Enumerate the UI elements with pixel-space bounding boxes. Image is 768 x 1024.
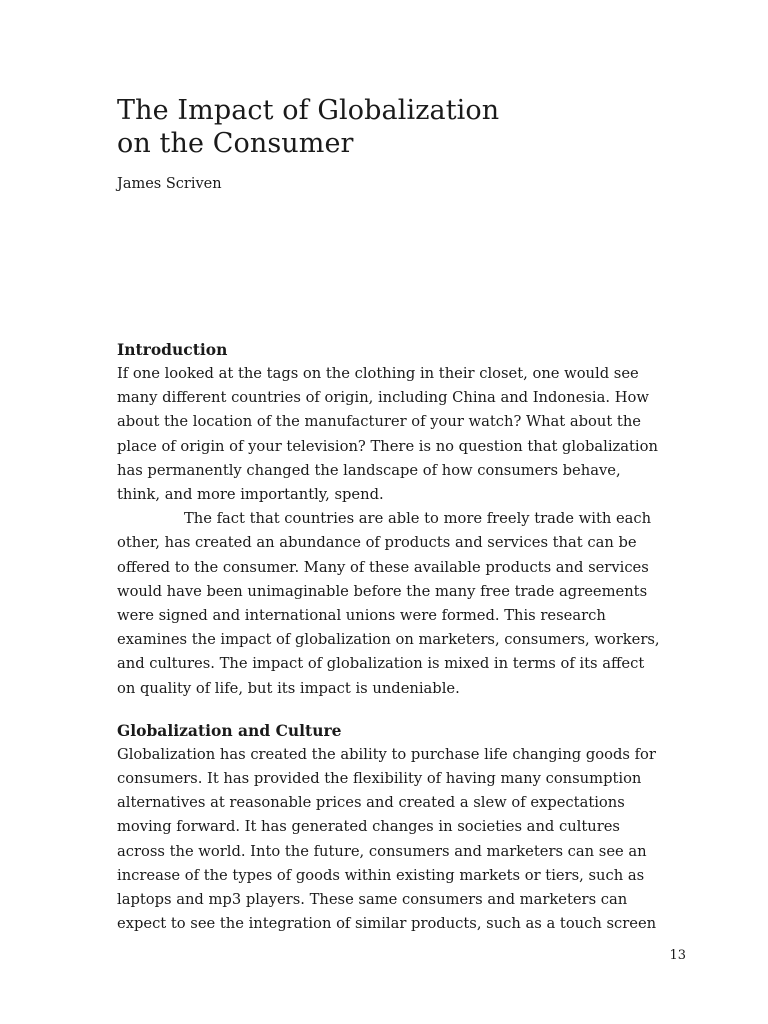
section-heading-globalization-culture: Globalization and Culture [117, 720, 342, 740]
text-line: and cultures. The impact of globalization is mixed in terms of its affect [117, 655, 645, 673]
text-line: The fact that countries are able to more freely trade with each [184, 510, 652, 528]
text-line: would have been unimaginable before the many free trade agreements [117, 582, 648, 600]
text-line: alternatives at reasonable prices and created a slew of expectations [117, 794, 625, 812]
title-line-1: The Impact of Globalization [117, 95, 500, 126]
text-line: moving forward. It has generated changes in societies and cultures [117, 818, 620, 836]
section-introduction [117, 338, 691, 701]
text-line: laptops and mp3 players. These same consumers and marketers can [117, 891, 628, 909]
text-line: other, has created an abundance of products and services that can be [117, 534, 637, 552]
text-line: think, and more importantly, spend. [117, 486, 384, 504]
section-heading-introduction: Introduction [117, 340, 228, 359]
paragraph-culture-1 [117, 743, 691, 937]
text-line: consumers. It has provided the flexibility of having many consumption [117, 770, 642, 788]
paragraph-intro-1 [117, 362, 691, 507]
text-line: examines the impact of globalization on marketers, consumers, workers, [117, 631, 660, 649]
text-line: were signed and international unions were formed. This research [117, 607, 606, 625]
text-line: expect to see the integration of similar products, such as a touch screen [117, 915, 657, 933]
text-line: place of origin of your television? There is no question that globalization [117, 437, 658, 455]
text-line: many different countries of origin, including China and Indonesia. How [117, 389, 649, 407]
text-line: increase of the types of goods within existing markets or tiers, such as [117, 866, 645, 884]
text-line: about the location of the manufacturer of your watch? What about the [117, 413, 641, 431]
article-page [117, 94, 691, 936]
text-line: Globalization has created the ability to purchase life changing goods for [117, 745, 656, 763]
article-title [117, 94, 691, 160]
text-line: offered to the consumer. Many of these available products and services [117, 558, 649, 576]
text-line: If one looked at the tags on the clothing in their closet, one would see [117, 365, 639, 382]
paragraph-intro-2 [117, 507, 691, 701]
section-globalization-culture [117, 719, 691, 937]
page-number: 13 [669, 948, 686, 963]
author-name: James Scriven [117, 176, 222, 192]
text-line: across the world. Into the future, consumers and marketers can see an [117, 842, 647, 860]
text-line: has permanently changed the landscape of how consumers behave, [117, 461, 621, 479]
text-line: on quality of life, but its impact is undeniable. [117, 679, 460, 697]
title-line-2: on the Consumer [117, 128, 354, 159]
